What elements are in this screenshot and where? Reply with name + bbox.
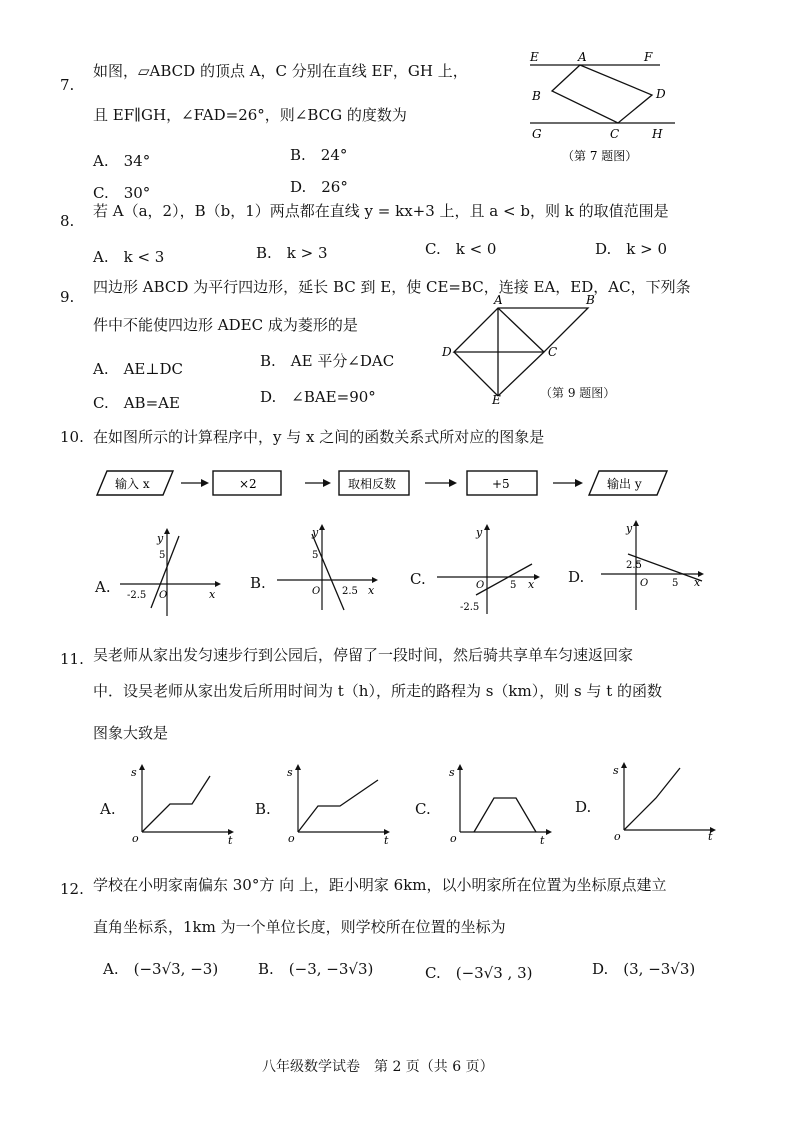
q7-label-e: E	[530, 50, 539, 64]
q11-stem-line3: 图象大致是	[93, 724, 169, 742]
q7-label-f: F	[644, 50, 653, 64]
q11-stem-line2: 中．设吴老师从家出发后所用时间为 t（h），所走的路程为 s（km），则 s 与 t 的函数	[93, 682, 663, 700]
q11-graph-a	[128, 762, 240, 844]
q8-option-c: C. k < 0	[425, 240, 497, 258]
q8-stem: 若 A（a，2），B（b，1）两点都在直线 y = kx+3 上，且 a < b，则 k 的取值范围是	[93, 202, 669, 220]
q9-option-d: D. ∠BAE=90°	[260, 388, 376, 406]
q7-number: 7.	[60, 76, 75, 94]
q7-stem-line1: 如图，▱ABCD 的顶点 A，C 分别在直线 EF，GH 上，	[93, 62, 468, 80]
svg-text:5: 5	[159, 550, 166, 561]
svg-text:s: s	[131, 766, 137, 779]
q9-stem-line1: 四边形 ABCD 为平行四边形，延长 BC 到 E，使 CE=BC，连接 EA，ED，AC，下列条	[93, 278, 691, 296]
svg-text:o: o	[132, 832, 139, 844]
q11-graph-d	[610, 760, 722, 842]
q7-label-c: C	[610, 127, 620, 141]
q8-number: 8.	[60, 212, 75, 230]
svg-text:2.5: 2.5	[342, 586, 358, 597]
svg-text:O: O	[312, 586, 321, 597]
q9-label-a: A	[494, 293, 503, 307]
q10-option-a: A.	[95, 578, 111, 596]
q11-number: 11.	[60, 650, 84, 668]
q10-option-b: B.	[250, 574, 266, 592]
flow-times2: ×2	[239, 477, 257, 491]
q7-option-d: D. 26°	[290, 178, 348, 196]
svg-text:O: O	[476, 580, 485, 591]
q9-number: 9.	[60, 288, 75, 306]
q12-stem-line2: 直角坐标系，1km 为一个单位长度，则学校所在位置的坐标为	[93, 918, 506, 936]
svg-text:s: s	[613, 764, 619, 777]
q7-option-a: A. 34°	[93, 152, 151, 170]
q10-graph-a	[115, 528, 225, 618]
svg-text:y: y	[157, 532, 164, 545]
q9-label-d: D	[442, 345, 452, 359]
svg-text:o: o	[450, 832, 457, 844]
q11-option-b: B.	[255, 800, 271, 818]
svg-text:t: t	[228, 834, 233, 844]
svg-text:2.5: 2.5	[626, 560, 642, 571]
q8-option-b: B. k > 3	[256, 244, 328, 262]
q7-option-c: C. 30°	[93, 184, 151, 202]
flow-input: 输入 x	[115, 477, 150, 491]
q12-option-d: D. (3, −3√3)	[592, 960, 696, 978]
q11-graph-b	[284, 762, 396, 844]
q10-option-d: D.	[568, 568, 585, 586]
q10-number: 10.	[60, 428, 84, 446]
q7-option-b: B. 24°	[290, 146, 348, 164]
svg-text:x: x	[368, 584, 375, 597]
q9-option-b: B. AE 平分∠DAC	[260, 352, 395, 370]
q9-label-b: B	[586, 293, 595, 307]
flow-negate: 取相反数	[348, 477, 397, 491]
svg-text:t: t	[708, 830, 713, 842]
q7-label-h: H	[652, 127, 663, 141]
q9-option-a: A. AE⊥DC	[93, 360, 183, 378]
q10-flowchart	[95, 466, 675, 500]
svg-text:5: 5	[312, 550, 319, 561]
svg-text:x: x	[528, 578, 535, 591]
q10-graph-b	[272, 522, 382, 612]
q7-label-d: D	[656, 87, 666, 101]
svg-text:-2.5: -2.5	[460, 602, 480, 613]
q10-graph-c	[432, 522, 547, 617]
svg-text:s: s	[287, 766, 293, 779]
q9-label-e: E	[492, 393, 501, 404]
q12-stem-line1: 学校在小明家南偏东 30°方 向 上，距小明家 6km，以小明家所在位置为坐标原点建立	[93, 876, 667, 894]
svg-text:-2.5: -2.5	[127, 590, 147, 601]
q11-stem-line1: 吴老师从家出发匀速步行到公园后，停留了一段时间，然后骑共享单车匀速返回家	[93, 646, 634, 664]
svg-text:O: O	[640, 578, 649, 589]
q7-label-b: B	[532, 89, 541, 103]
svg-text:t: t	[540, 834, 545, 844]
q7-label-a: A	[578, 50, 587, 64]
q10-stem: 在如图所示的计算程序中，y 与 x 之间的函数关系式所对应的图象是	[93, 428, 545, 446]
q7-caption: （第 7 题图）	[562, 149, 638, 163]
svg-text:x: x	[694, 576, 701, 589]
q7-label-g: G	[532, 127, 542, 141]
svg-text:5: 5	[672, 578, 679, 589]
flow-plus5: +5	[492, 477, 510, 491]
q9-label-c: C	[548, 345, 558, 359]
q7-stem-line2: 且 EF∥GH，∠FAD=26°，则∠BCG 的度数为	[93, 106, 407, 124]
q7-figure	[520, 48, 700, 173]
q11-graph-c	[446, 762, 558, 844]
svg-text:x: x	[209, 588, 216, 601]
svg-text:O: O	[159, 590, 168, 601]
q12-number: 12.	[60, 880, 84, 898]
q10-option-c: C.	[410, 570, 426, 588]
q10-graph-d	[596, 518, 711, 613]
svg-text:s: s	[449, 766, 455, 779]
q9-stem-line2: 件中不能使四边形 ADEC 成为菱形的是	[93, 316, 358, 334]
svg-text:t: t	[384, 834, 389, 844]
page-footer: 八年级数学试卷 第 2 页（共 6 页）	[262, 1059, 494, 1075]
svg-text:5: 5	[510, 580, 517, 591]
q8-option-d: D. k > 0	[595, 240, 667, 258]
flow-output: 输出 y	[607, 477, 642, 491]
q8-option-a: A. k < 3	[93, 248, 165, 266]
svg-text:y: y	[626, 522, 633, 535]
svg-text:y: y	[312, 526, 319, 539]
q11-option-a: A.	[100, 800, 116, 818]
q9-caption: （第 9 题图）	[540, 386, 616, 400]
svg-text:o: o	[288, 832, 295, 844]
q9-option-c: C. AB=AE	[93, 394, 180, 412]
svg-text:o: o	[614, 830, 621, 842]
q12-option-a: A. (−3√3, −3)	[103, 960, 219, 978]
q12-option-c: C. (−3√3 , 3)	[425, 964, 533, 982]
q11-option-c: C.	[415, 800, 431, 818]
svg-text:y: y	[476, 526, 483, 539]
q11-option-d: D.	[575, 798, 592, 816]
q12-option-b: B. (−3, −3√3)	[258, 960, 374, 978]
